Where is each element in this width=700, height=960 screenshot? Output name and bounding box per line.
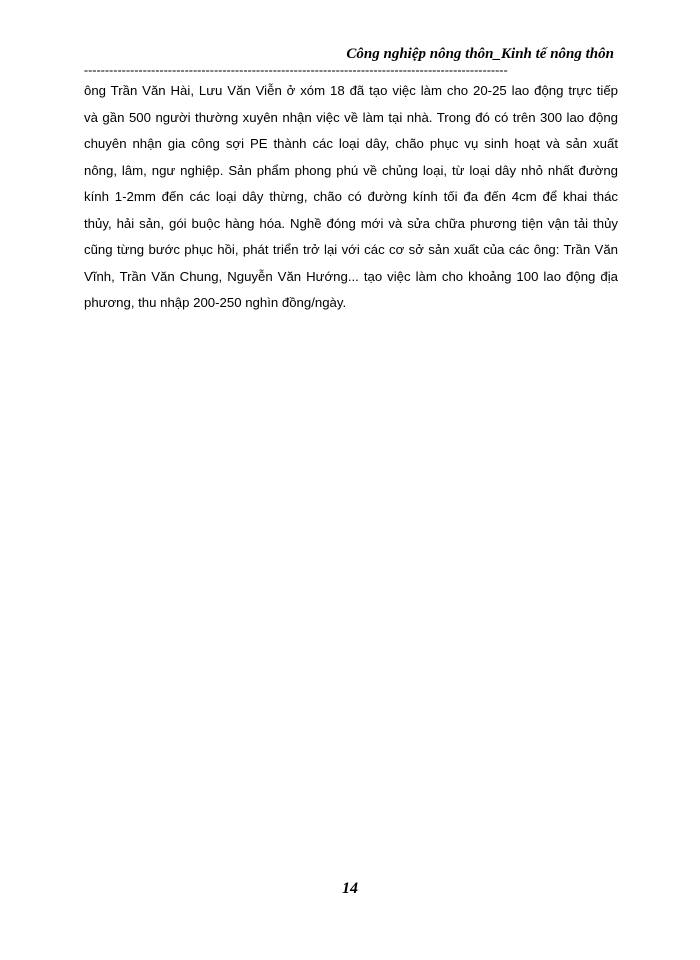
- paragraph-line: ông Trần Văn Hài, Lưu Văn Viễn ở xóm 18 đã tạo việc làm cho 20-25 lao động trực tiếp: [84, 83, 618, 98]
- paragraph-line: Vĩnh, Trần Văn Chung, Nguyễn Văn Hướng... tạo việc làm cho khoảng 100 lao động địa: [84, 268, 618, 284]
- paragraph-line: kính 1-2mm đến các loại dây thừng, chão có đường kính tối đa đến 4cm để khai thác: [84, 189, 618, 204]
- paragraph-line: thủy, hải sản, gói buộc hàng hóa. Nghề đóng mới và sửa chữa phương tiện vận tải thủy: [84, 215, 618, 231]
- header-divider: -----------------------------------------------------------------------------------------------------: [84, 63, 508, 77]
- paragraph-line: phương, thu nhập 200-250 nghìn đồng/ngày.: [84, 295, 347, 310]
- page-header-title: Công nghiệp nông thôn_Kinh tế nông thôn: [346, 46, 614, 62]
- paragraph-line: chuyên nhận gia công sợi PE thành các loại dây, chão phục vụ sinh hoạt và sản xuất: [84, 136, 618, 151]
- paragraph-line: cũng từng bước phục hồi, phát triển trở lại với các cơ sở sản xuất của các ông: Trần Văn: [84, 242, 618, 257]
- paragraph-line: và gần 500 người thường xuyên nhận việc về làm tại nhà. Trong đó có trên 300 lao động: [84, 109, 618, 125]
- paragraph-line: nông, lâm, ngư nghiệp. Sản phẩm phong phú về chủng loại, từ loại dây nhỏ nhất đường: [84, 162, 618, 178]
- body-paragraph: [84, 78, 618, 317]
- page-number: 14: [342, 880, 358, 897]
